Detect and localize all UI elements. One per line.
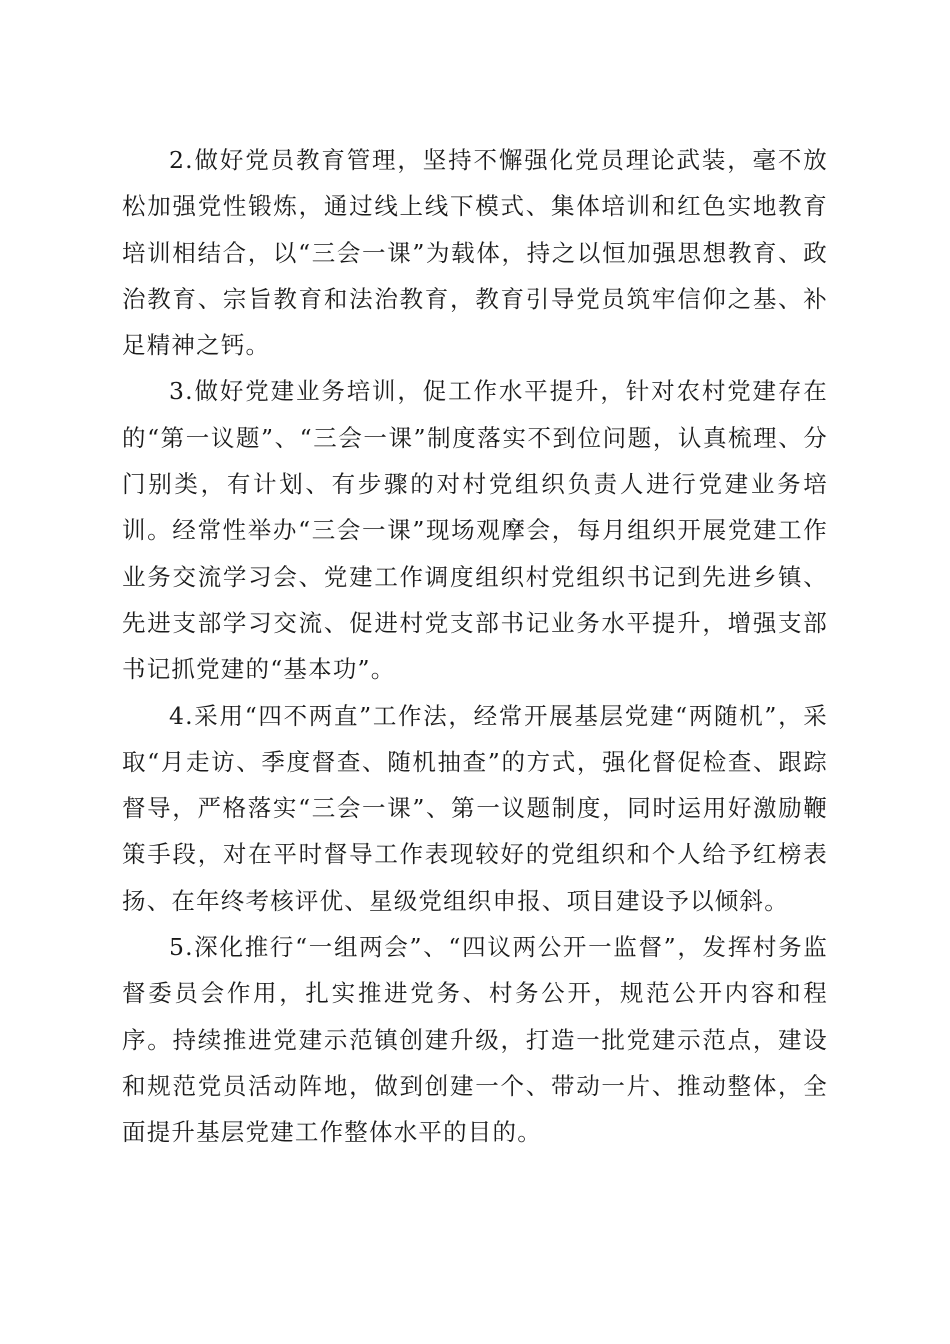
- paragraph-5: 5.深化推行“一组两会”、“四议两公开一监督”，发挥村务监督委员会作用，扎实推进党务、村务公开，规范公开内容和程序。持续推进党建示范镇创建升级，打造一批党建示范点，建设和规范党员活动阵地，做到创建一个、带动一片、推动整体，全面提升基层党建工作整体水平的目的。: [122, 933, 828, 1147]
- paragraph-3: 3.做好党建业务培训，促工作水平提升，针对农村党建存在的“第一议题”、“三会一课”制度落实不到位问题，认真梳理、分门别类，有计划、有步骤的对村党组织负责人进行党建业务培训。经常性举办“三会一课”现场观摩会，每月组织开展党建工作业务交流学习会、党建工作调度组织村党组织书记到先进乡镇、先进支部学习交流、促进村党支部书记业务水平提升，增强支部书记抓党建的“基本功”。: [122, 377, 828, 684]
- paragraph-4: 4.采用“四不两直”工作法，经常开展基层党建“两随机”，采取“月走访、季度督查、随机抽查”的方式，强化督促检查、跟踪督导，严格落实“三会一课”、第一议题制度，同时运用好激励鞭策手段，对在平时督导工作表现较好的党组织和个人给予红榜表扬、在年终考核评优、星级党组织申报、项目建设予以倾斜。: [122, 701, 828, 915]
- paragraph-2: 2.做好党员教育管理，坚持不懈强化党员理论武装，毫不放松加强党性锻炼，通过线上线下模式、集体培训和红色实地教育培训相结合，以“三会一课”为载体，持之以恒加强思想教育、政治教育、宗旨教育和法治教育，教育引导党员筑牢信仰之基、补足精神之钙。: [122, 146, 828, 360]
- document-body: [122, 137, 828, 1156]
